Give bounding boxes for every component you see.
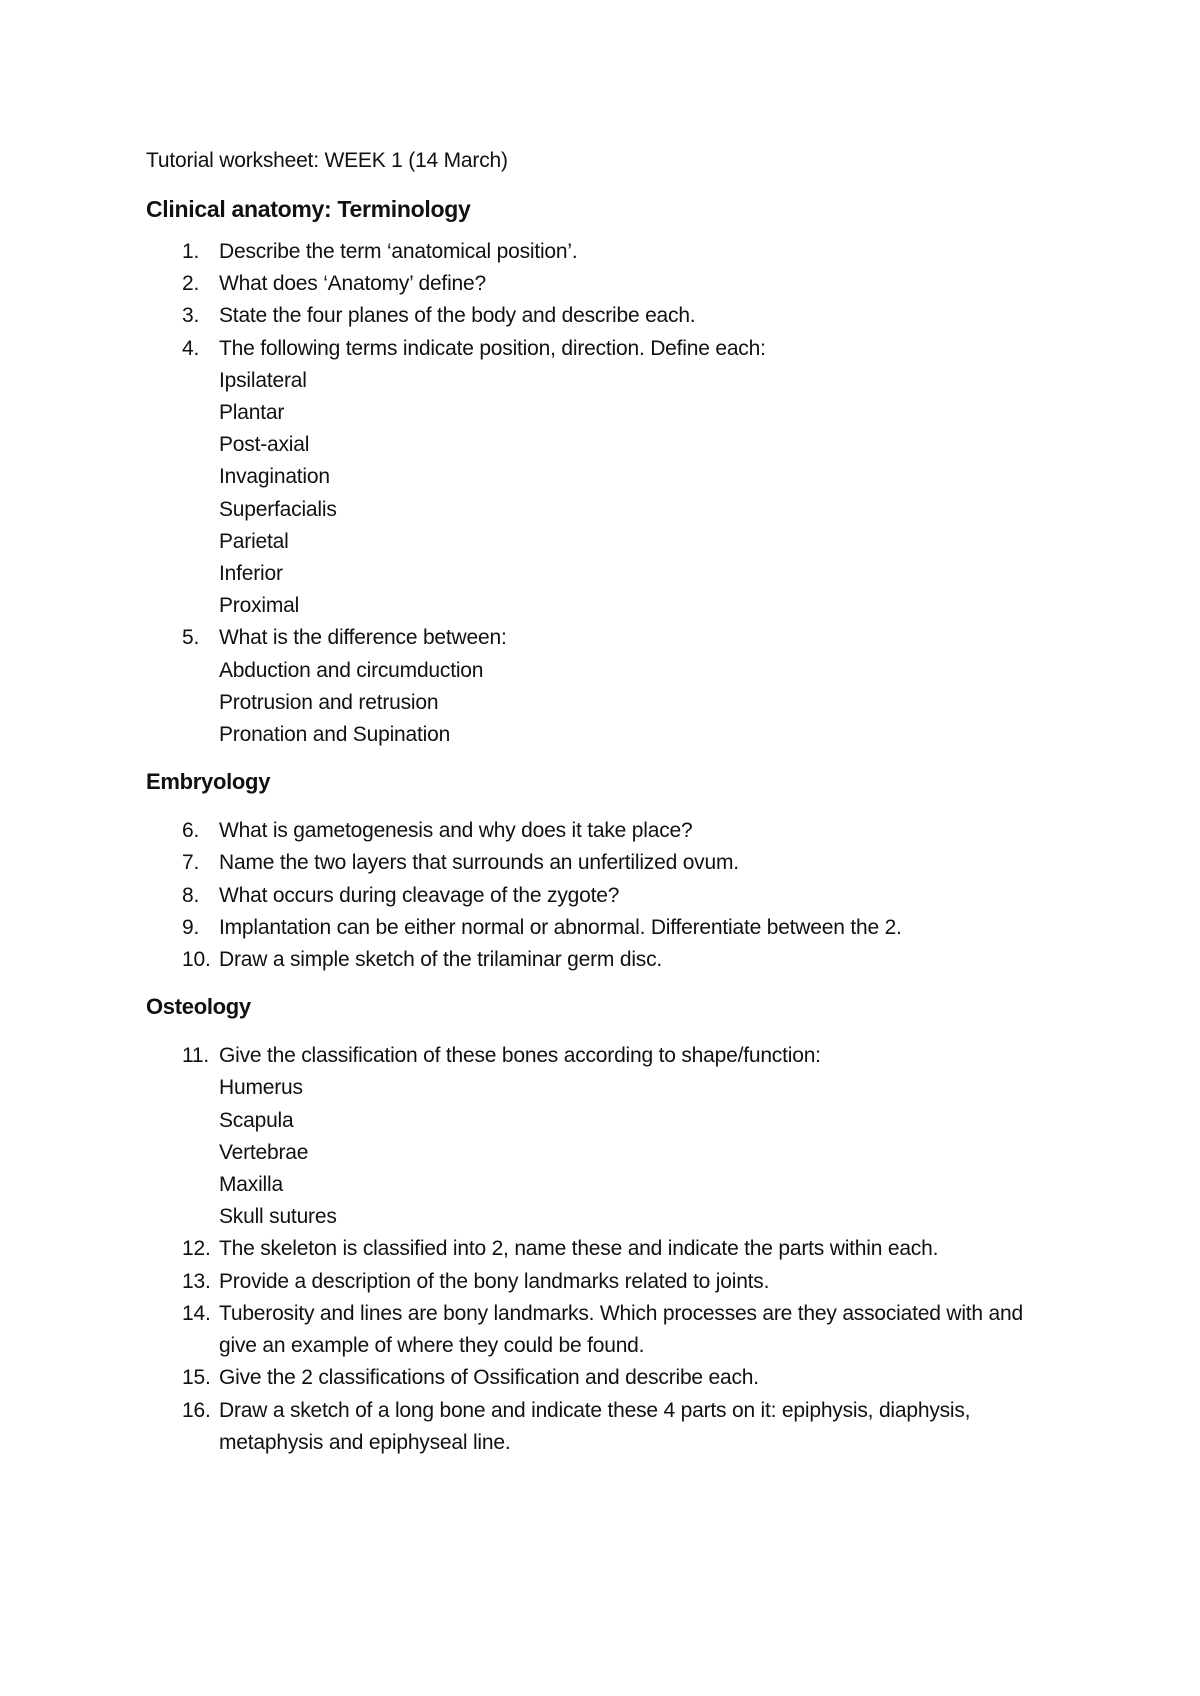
- question-text: What occurs during cleavage of the zygote?: [219, 883, 620, 907]
- question-text: Draw a simple sketch of the trilaminar germ disc.: [219, 948, 663, 972]
- term-list: [219, 1072, 1066, 1233]
- question-number: 13.: [182, 1269, 211, 1293]
- term-item: Vertebrae: [219, 1140, 309, 1164]
- term-item: Abduction and circumduction: [219, 658, 484, 682]
- question-item: [146, 300, 1066, 332]
- term-item: Parietal: [219, 529, 289, 553]
- question-text: Tuberosity and lines are bony landmarks. Which processes are they associated with and give an example of where they could be found.: [219, 1301, 1023, 1358]
- section-osteology: [146, 992, 1066, 1459]
- question-number: 10.: [182, 948, 211, 972]
- term-item: Superfacialis: [219, 497, 337, 521]
- question-number: 14.: [182, 1301, 211, 1325]
- question-number: 4.: [182, 336, 200, 360]
- term-item: Invagination: [219, 465, 330, 489]
- question-text: Describe the term ‘anatomical position’.: [219, 240, 578, 263]
- question-text: The following terms indicate position, direction. Define each:: [219, 336, 766, 360]
- question-item: [146, 1233, 1066, 1265]
- question-item: [146, 1362, 1066, 1394]
- question-item: [146, 268, 1066, 300]
- section-heading: Osteology: [146, 994, 251, 1020]
- question-text: Give the classification of these bones according to shape/function:: [219, 1044, 821, 1068]
- term-item: Humerus: [219, 1076, 303, 1100]
- question-list: [146, 815, 1066, 976]
- question-number: 6.: [182, 819, 200, 843]
- question-item: [146, 1040, 1066, 1233]
- question-text: Implantation can be either normal or abnormal. Differentiate between the 2.: [219, 915, 902, 939]
- question-item: [146, 944, 1066, 976]
- term-list: [219, 365, 1066, 623]
- document-content: [146, 146, 1066, 1459]
- question-item: [146, 1395, 1066, 1459]
- question-text: The skeleton is classified into 2, name these and indicate the parts within each.: [219, 1237, 939, 1261]
- question-item: [146, 622, 1066, 751]
- worksheet-title: Tutorial worksheet: WEEK 1 (14 March): [146, 149, 508, 172]
- question-text: What is the difference between:: [219, 626, 507, 650]
- term-list: [219, 655, 1066, 752]
- term-item: Inferior: [219, 562, 283, 586]
- question-item: [146, 1266, 1066, 1298]
- question-text: Name the two layers that surrounds an unfertilized ovum.: [219, 851, 739, 875]
- question-number: 5.: [182, 626, 200, 650]
- term-item: Maxilla: [219, 1173, 283, 1197]
- term-item: Post-axial: [219, 433, 310, 457]
- question-number: 3.: [182, 304, 200, 328]
- question-text: Provide a description of the bony landmarks related to joints.: [219, 1269, 770, 1293]
- question-number: 7.: [182, 851, 200, 875]
- term-item: Proximal: [219, 594, 300, 618]
- term-item: Pronation and Supination: [219, 723, 451, 747]
- question-text: What is gametogenesis and why does it take place?: [219, 819, 693, 843]
- question-text: Draw a sketch of a long bone and indicate these 4 parts on it: epiphysis, diaphysis, metaphysis and epiphyseal line.: [219, 1398, 971, 1454]
- question-item: [146, 1298, 1066, 1362]
- question-number: 15.: [182, 1366, 211, 1390]
- question-number: 12.: [182, 1237, 211, 1261]
- question-number: 11.: [182, 1044, 210, 1068]
- question-item: [146, 880, 1066, 912]
- term-item: Protrusion and retrusion: [219, 690, 439, 714]
- question-item: [146, 847, 1066, 879]
- question-item: [146, 333, 1066, 623]
- question-number: 1.: [182, 240, 200, 263]
- question-number: 8.: [182, 883, 200, 907]
- term-item: Plantar: [219, 401, 285, 425]
- question-list: [146, 1040, 1066, 1459]
- question-number: 16.: [182, 1398, 211, 1422]
- section-clinical-anatomy: [146, 194, 1066, 751]
- question-number: 2.: [182, 272, 200, 296]
- term-item: Scapula: [219, 1108, 294, 1132]
- term-item: Ipsilateral: [219, 368, 307, 392]
- section-heading: Embryology: [146, 769, 271, 795]
- question-number: 9.: [182, 915, 200, 939]
- section-heading: Clinical anatomy: Terminology: [146, 196, 471, 222]
- question-item: [146, 236, 1066, 268]
- section-embryology: [146, 767, 1066, 976]
- question-item: [146, 912, 1066, 944]
- question-text: State the four planes of the body and describe each.: [219, 304, 696, 328]
- question-item: [146, 815, 1066, 847]
- question-list: [146, 236, 1066, 751]
- term-item: Skull sutures: [219, 1205, 337, 1229]
- question-text: What does ‘Anatomy’ define?: [219, 272, 486, 296]
- question-text: Give the 2 classifications of Ossification and describe each.: [219, 1366, 759, 1390]
